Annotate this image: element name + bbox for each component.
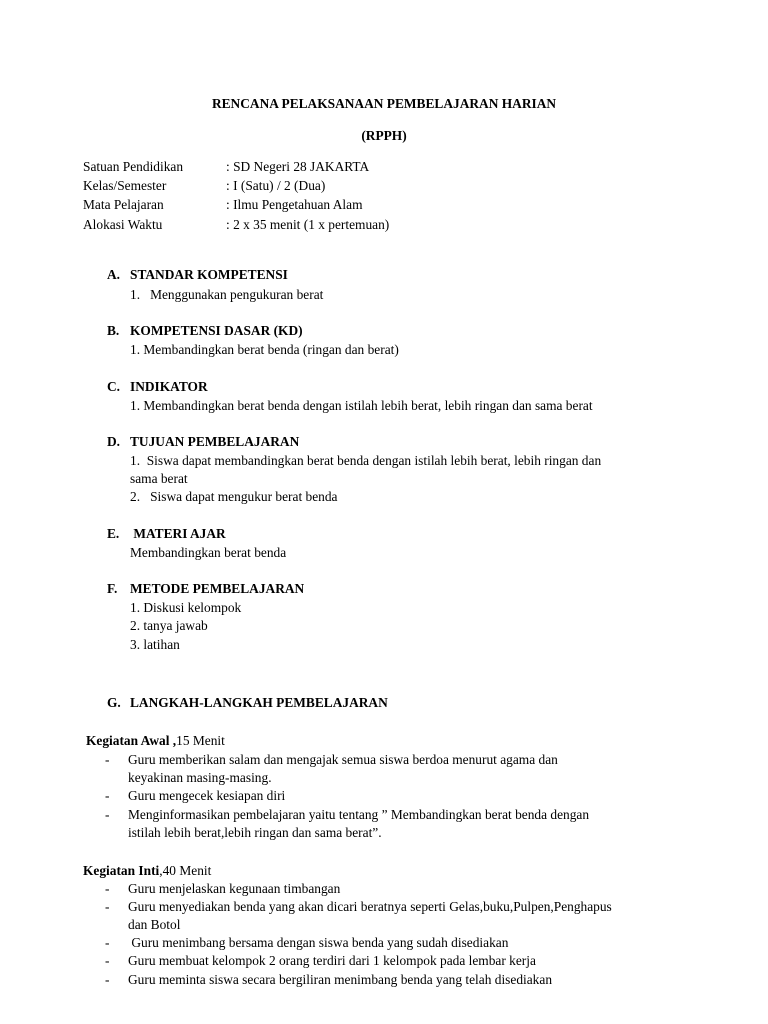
bullet-dash: - (105, 972, 110, 987)
section-e-letter: E. (107, 526, 120, 541)
section-c-title: INDIKATOR (130, 379, 208, 394)
section-e-title: MATERI AJAR (130, 526, 226, 541)
section-b-title: KOMPETENSI DASAR (KD) (130, 323, 303, 338)
section-a-letter: A. (107, 267, 121, 282)
kegiatan-inti-line-2: Guru menyediakan benda yang akan dicari beratnya seperti Gelas,buku,Pulpen,Penghapus (128, 899, 612, 914)
kegiatan-awal-line-3: Guru mengecek kesiapan diri (128, 788, 286, 803)
bullet-dash: - (105, 788, 110, 803)
kegiatan-inti-line-3: dan Botol (128, 917, 181, 932)
kegiatan-awal-line-2: keyakinan masing-masing. (128, 770, 272, 785)
bullet-dash: - (105, 899, 110, 914)
kegiatan-inti-duration: ,40 Menit (159, 863, 212, 878)
section-d-letter: D. (107, 434, 121, 449)
section-f-letter: F. (107, 581, 118, 596)
section-f-title: METODE PEMBELAJARAN (130, 581, 305, 596)
meta-key-kelas: Kelas/Semester (83, 178, 167, 193)
section-g-letter: G. (107, 695, 121, 710)
section-c-letter: C. (107, 379, 121, 394)
bullet-dash: - (105, 807, 110, 822)
section-b-item-1: 1. Membandingkan berat benda (ringan dan berat) (130, 342, 399, 357)
page-subtitle: (RPPH) (361, 128, 407, 143)
section-b-letter: B. (107, 323, 120, 338)
page-title: RENCANA PELAKSANAAN PEMBELAJARAN HARIAN (211, 96, 557, 111)
section-e-item-1: Membandingkan berat benda (130, 545, 287, 560)
section-d-item-1: 1. Siswa dapat membandingkan berat benda dengan istilah lebih berat, lebih ringan dan (130, 453, 602, 468)
bullet-dash: - (105, 881, 110, 896)
meta-value-mapel: : Ilmu Pengetahuan Alam (226, 197, 363, 212)
kegiatan-inti-label: Kegiatan Inti (83, 863, 160, 878)
kegiatan-awal-heading (86, 732, 225, 750)
section-a-title: STANDAR KOMPETENSI (130, 267, 288, 282)
bullet-dash: - (105, 953, 110, 968)
section-f-item-2: 2. tanya jawab (130, 618, 208, 633)
meta-value-satuan: : SD Negeri 28 JAKARTA (226, 159, 370, 174)
kegiatan-inti-heading (83, 862, 211, 880)
meta-value-alokasi: : 2 x 35 menit (1 x pertemuan) (226, 217, 390, 232)
kegiatan-inti-line-1: Guru menjelaskan kegunaan timbangan (128, 881, 341, 896)
meta-key-mapel: Mata Pelajaran (83, 197, 164, 212)
kegiatan-inti-line-5: Guru membuat kelompok 2 orang terdiri dari 1 kelompok pada lembar kerja (128, 953, 536, 968)
meta-key-alokasi: Alokasi Waktu (83, 217, 163, 232)
bullet-dash: - (105, 935, 110, 950)
bullet-dash: - (105, 752, 110, 767)
kegiatan-inti-line-4: Guru menimbang bersama dengan siswa benda yang sudah disediakan (128, 935, 509, 950)
section-d-title: TUJUAN PEMBELAJARAN (130, 434, 300, 449)
kegiatan-awal-duration: 15 Menit (176, 733, 225, 748)
meta-key-satuan: Satuan Pendidikan (83, 159, 184, 174)
kegiatan-awal-label: Kegiatan Awal , (86, 733, 177, 748)
section-d-item-2: 2. Siswa dapat mengukur berat benda (130, 489, 338, 504)
meta-value-kelas: : I (Satu) / 2 (Dua) (226, 178, 326, 193)
section-d-item-1-cont: sama berat (130, 471, 188, 486)
kegiatan-inti-line-6: Guru meminta siswa secara bergiliran menimbang benda yang telah disediakan (128, 972, 553, 987)
kegiatan-awal-line-4: Menginformasikan pembelajaran yaitu tentang ” Membandingkan berat benda dengan (128, 807, 590, 822)
section-f-item-3: 3. latihan (130, 637, 180, 652)
kegiatan-awal-line-5: istilah lebih berat,lebih ringan dan sama berat”. (128, 825, 382, 840)
kegiatan-awal-line-1: Guru memberikan salam dan mengajak semua siswa berdoa menurut agama dan (128, 752, 558, 767)
section-g-title: LANGKAH-LANGKAH PEMBELAJARAN (130, 695, 388, 710)
section-c-item-1: 1. Membandingkan berat benda dengan istilah lebih berat, lebih ringan dan sama berat (130, 398, 593, 413)
section-a-item-1: 1. Menggunakan pengukuran berat (130, 287, 324, 302)
section-f-item-1: 1. Diskusi kelompok (130, 600, 242, 615)
